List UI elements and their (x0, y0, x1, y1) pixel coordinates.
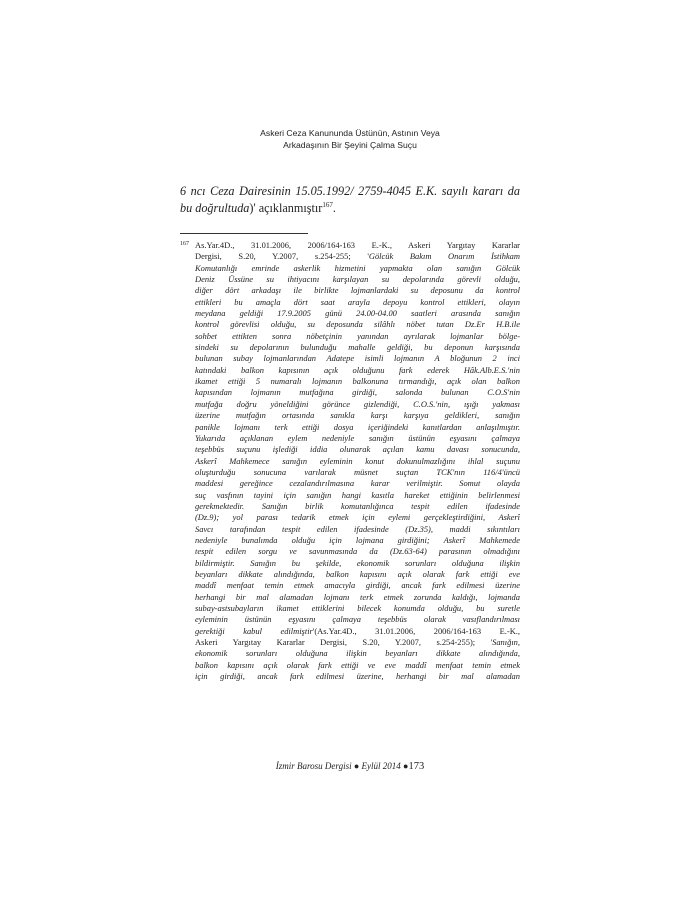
footnote-text-segment: tespit edilen sorgu ve savunmasında da (Dz.63-64) parasının olmadığını (195, 546, 520, 557)
footnote-text-segment: eyleminin üstünün eşyasını çalmaya teşebbüs olarak vasıflandırılması (195, 614, 520, 625)
footnote-text-segment: beyanları dikkate alındığında, balkon kapısını açık olarak fark ettiği eve (195, 568, 520, 579)
footnote-line (195, 274, 520, 285)
footnote-line (195, 614, 520, 625)
footnote-text-segment: katındaki balkon kapısının açık olduğunu fark ederek Hâk.Alb.E.S.'nin (195, 364, 520, 375)
footnote-body (195, 240, 520, 682)
footnote-line (195, 592, 520, 603)
footnote-line (195, 319, 520, 330)
footnote-text-segment: gerektiği kabul edilmiştir (195, 625, 313, 636)
footnote-line (195, 478, 520, 489)
footnote-line (195, 546, 520, 557)
footnote-text-segment: As.Yar.4D., 31.01.2006, 2006/164-163 E.-K., Askeri Yargıtay Kararlar (195, 240, 520, 250)
body-italic-text: 6 ncı Ceza Dairesinin 15.05.1992/ 2759-4045 E.K. sayılı kararı da bu doğrultuda (180, 184, 520, 215)
footnote-167 (180, 240, 520, 682)
footnote-text-segment: nedeniyle bunalımda olduğu için lojmana girdiğini; Askerî Mahkemede (195, 534, 520, 545)
footnote-number: 167 (180, 241, 189, 247)
footnote-line (195, 490, 520, 501)
footnote-text-segment: (Dz.9); yol parası tedarik etmek için eylemi gerçekleştirdiğini, Askerî (195, 512, 520, 523)
footnote-separator (180, 233, 308, 234)
footnote-line (195, 671, 520, 682)
footnote-line (195, 422, 520, 433)
footnote-text-segment: mutfağa doğru yöneldiğini görünce gizlendiği, C.O.S.'nin, ışığı yakması (195, 398, 520, 409)
footnote-line (195, 637, 520, 648)
footnote-line (195, 626, 520, 637)
footnote-line (195, 456, 520, 467)
footnote-line (195, 648, 520, 659)
footnote-line (195, 251, 520, 262)
footnote-line (195, 433, 520, 444)
footnote-line (195, 353, 520, 364)
body-text-end: . (332, 201, 336, 215)
footnote-text-segment: Askeri Yargıtay Kararlar Dergisi, S.20, Y.2007, s.254-255); ' (195, 637, 493, 648)
footnote-line (195, 603, 520, 614)
footnote-line (195, 365, 520, 376)
footnote-text-segment: Gölcük Bakım Onarım İstihkam (368, 251, 520, 262)
footnote-reference[interactable]: 167 (322, 200, 333, 209)
footnote-text-segment: Deniz Üssüne su ihtiyacını karşılayan su depolarında görevli olduğu, (195, 274, 520, 285)
footnote-text-segment: gerekmektedir. Sanığın birlik komutanlığınca tespit edilen ifadesinde (195, 500, 520, 511)
running-header (0, 127, 700, 151)
footnote-text-segment: subay-astsubayların ikamet ettiklerini bilecek konumda olduğu, bu suretle (195, 603, 520, 613)
footnote-text-segment: maddî menfaat temin etmek amacıyla girdiği, ancak fark edilmesi üzerine (195, 580, 520, 591)
footnote-line (195, 308, 520, 319)
body-paragraph (180, 183, 520, 217)
footnote-text-segment: ekonomik sorunları olduğuna ilişkin beyanları dikkate alındığında, (195, 648, 520, 659)
footer-separator-2: ● (403, 761, 409, 771)
footnote-text-segment: Dergisi, S.20, Y.2007, s.254-255; ' (195, 251, 369, 262)
footnote-text-segment: panikle lojmanı terk ettiği dosya içeriğindeki kanıtlardan anlaşılmıştır. (195, 421, 520, 432)
footnote-line (195, 240, 520, 251)
footnote-text-segment: maddesi gereğince cezalandırılmasına karar verilmiştir. Somut olayda (195, 478, 520, 489)
footnote-text-segment: balkon kapısını açık olarak fark ettiği ve eve maddî menfaat temin etmek (195, 659, 520, 670)
page-number: 173 (408, 761, 425, 772)
footnote-text-segment: Komutanlığı emrinde askerlik hizmetini yapmakta olan sanığın Gölcük (195, 262, 520, 273)
footnote-line (195, 331, 520, 342)
footnote-line (195, 501, 520, 512)
footnote-text-segment: oluşturduğu sonucuna varılarak müsnet suçtan TCK'nın 116/4'üncü (195, 466, 520, 477)
footnote-text-segment: herhangi bir mal alamadan lojmanı terk etmek zorunda kaldığı, lojmanda (195, 591, 520, 602)
footnote-text-segment: kontrol görevlisi olduğu, su deposunda silâhlı nöbet tutan Dz.Er H.B.ile (195, 319, 520, 330)
footnote-text-segment: Yukarıda açıklanan eylem nedeniyle sanığın üstünün eşyasını çalmaya (195, 432, 520, 443)
footnote-line (195, 342, 520, 353)
footnote-text-segment: meydana geldiği 17.9.2005 günü 24.00-04.00 saatleri arasında sanığın (195, 308, 520, 319)
footnote-text-segment: ikamet ettiği 5 numaralı lojmanın balkonuna tırmandığı, açık olan balkon (195, 376, 520, 387)
footnote-line (195, 285, 520, 296)
footnote-text-segment: sohbet ettikten sonra nöbetçinin yanından ayrılarak lojmanlar bölge- (195, 330, 520, 341)
footer-separator-1: ● (353, 761, 360, 771)
body-text-tail: )' açıklanmıştır (249, 201, 323, 215)
footnote-text-segment: suç vasfının tayini için sanığın hangi kasıtla hareket ettiğinin belirlenmesi (195, 489, 520, 500)
footnote-line (195, 399, 520, 410)
footnote-line (195, 297, 520, 308)
footnote-text-segment: Sanığın, (492, 637, 520, 648)
footnote-line (195, 467, 520, 478)
footnote-line (195, 376, 520, 387)
page-footer (0, 761, 700, 772)
footnote-line (195, 558, 520, 569)
footnote-line (195, 569, 520, 580)
footnote-text-segment: diğer dört arkadaşı ile birlikte lojmanlardaki su deposunu da kontrol (195, 285, 520, 296)
footnote-text-segment: teşebbüs suçunu işlediği iddia olunarak açılan kamu davası sonucunda, (195, 444, 520, 455)
footnote-text-segment: bulunan subay lojmanlarından Adatepe isimli lojmanın A bloğunun 2 inci (195, 353, 520, 364)
footnote-line (195, 410, 520, 421)
footnote-text-segment: ettikleri bu amaçla dört saat arayla depoyu kontrol ettikleri, olayın (195, 296, 520, 307)
footnote-line (195, 660, 520, 671)
footnote-text-segment: bildirmiştir. Sanığın bu şekilde, ekonomik sorunları olduğuna ilişkin (195, 557, 520, 568)
footer-journal: İzmir Barosu Dergisi (275, 761, 352, 771)
footnote-line (195, 387, 520, 398)
footnote-text-segment: için girdiği, ancak fark edilmesi üzerine, herhangi bir mal alamadan (195, 671, 520, 682)
footnote-text-segment: '(As.Yar.4D., 31.01.2006, 2006/164-163 E.-K., (312, 625, 520, 636)
footer-date: Eylül 2014 (361, 761, 401, 771)
footnote-text-segment: üzerine mutfağın ortasında sanıkla karşı karşıya geldikleri, sanığın (195, 410, 520, 421)
footnote-text-segment: kapısından lojmanın mutfağına girdiği, salonda bulunan C.O.S'nin (195, 387, 520, 398)
footnote-text-segment: Askerî Mahkemece sanığın eyleminin konut dokunulmazlığını ihlal suçunu (195, 455, 520, 466)
header-line-1: Askeri Ceza Kanununda Üstünün, Astının Veya (260, 128, 440, 138)
header-line-2: Arkadaşının Bir Şeyini Çalma Suçu (283, 140, 417, 150)
footnote-line (195, 524, 520, 535)
footnote-line (195, 512, 520, 523)
footnote-text-segment: sindeki su depolarının bulunduğu mahalle geldiği, bu deponun karşısında (195, 342, 520, 353)
footnote-line (195, 580, 520, 591)
footnote-line (195, 444, 520, 455)
footnote-line (195, 263, 520, 274)
footnote-text-segment: Savcı tarafından tespit edilen ifadesinde (Dz.35), maddi sıkıntıları (195, 523, 520, 534)
footnote-line (195, 535, 520, 546)
